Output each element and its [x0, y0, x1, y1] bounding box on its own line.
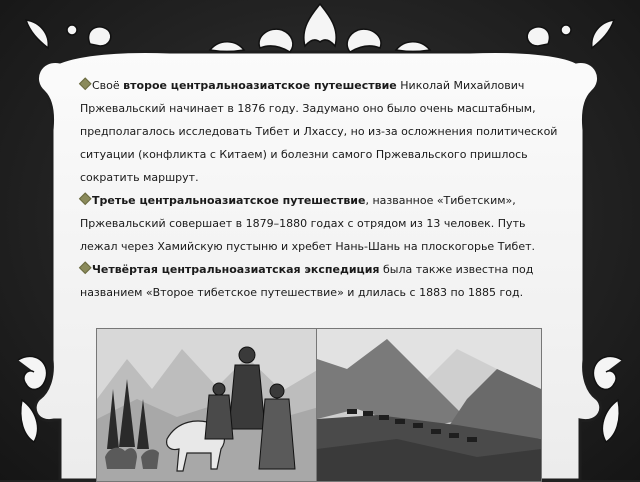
paragraph-heading: Четвёртая центральноазиатская экспедиция: [92, 263, 380, 276]
diamond-bullet-icon: [79, 192, 92, 205]
diamond-bullet-icon: [79, 261, 92, 274]
caravan-valley-image: [316, 328, 542, 482]
paragraph-text: Николай Михайлович Пржевальский начинает в 1876 году. Задумано оно было очень масштабным, предполагалось исследовать Тибет и Лхассу, но из-за осложнения политической ситуации (конфликта с Китаем) и болезни самого Пржевальского пришлось сократить маршрут.: [80, 79, 558, 184]
paragraph-prefix: Своё: [92, 79, 124, 92]
floral-ornament-icon: [26, 4, 614, 52]
expedition-engraving-image: [96, 328, 320, 482]
slide-body: [80, 74, 560, 304]
paragraph-text: , названное «Тибетским», Пржевальский совершает в 1879–1880 годах с отрядом из 13 человек. Путь лежал через Хамийскую пустыню и хребет Нань-Шань на плоскогорье Тибет.: [80, 194, 536, 253]
paragraph-heading: второе центральноазиатское путешествие: [123, 79, 397, 92]
paragraph-text: была также известна под названием «Второе тибетское путешествие» и длилась с 1883 по 1885 год.: [80, 263, 534, 299]
paragraph-fourth-expedition: [80, 258, 560, 304]
paragraph-second-expedition: [80, 74, 560, 189]
paragraph-heading: Третье центральноазиатское путешествие: [92, 194, 366, 207]
diamond-bullet-icon: [79, 77, 92, 90]
paragraph-third-expedition: [80, 189, 560, 258]
